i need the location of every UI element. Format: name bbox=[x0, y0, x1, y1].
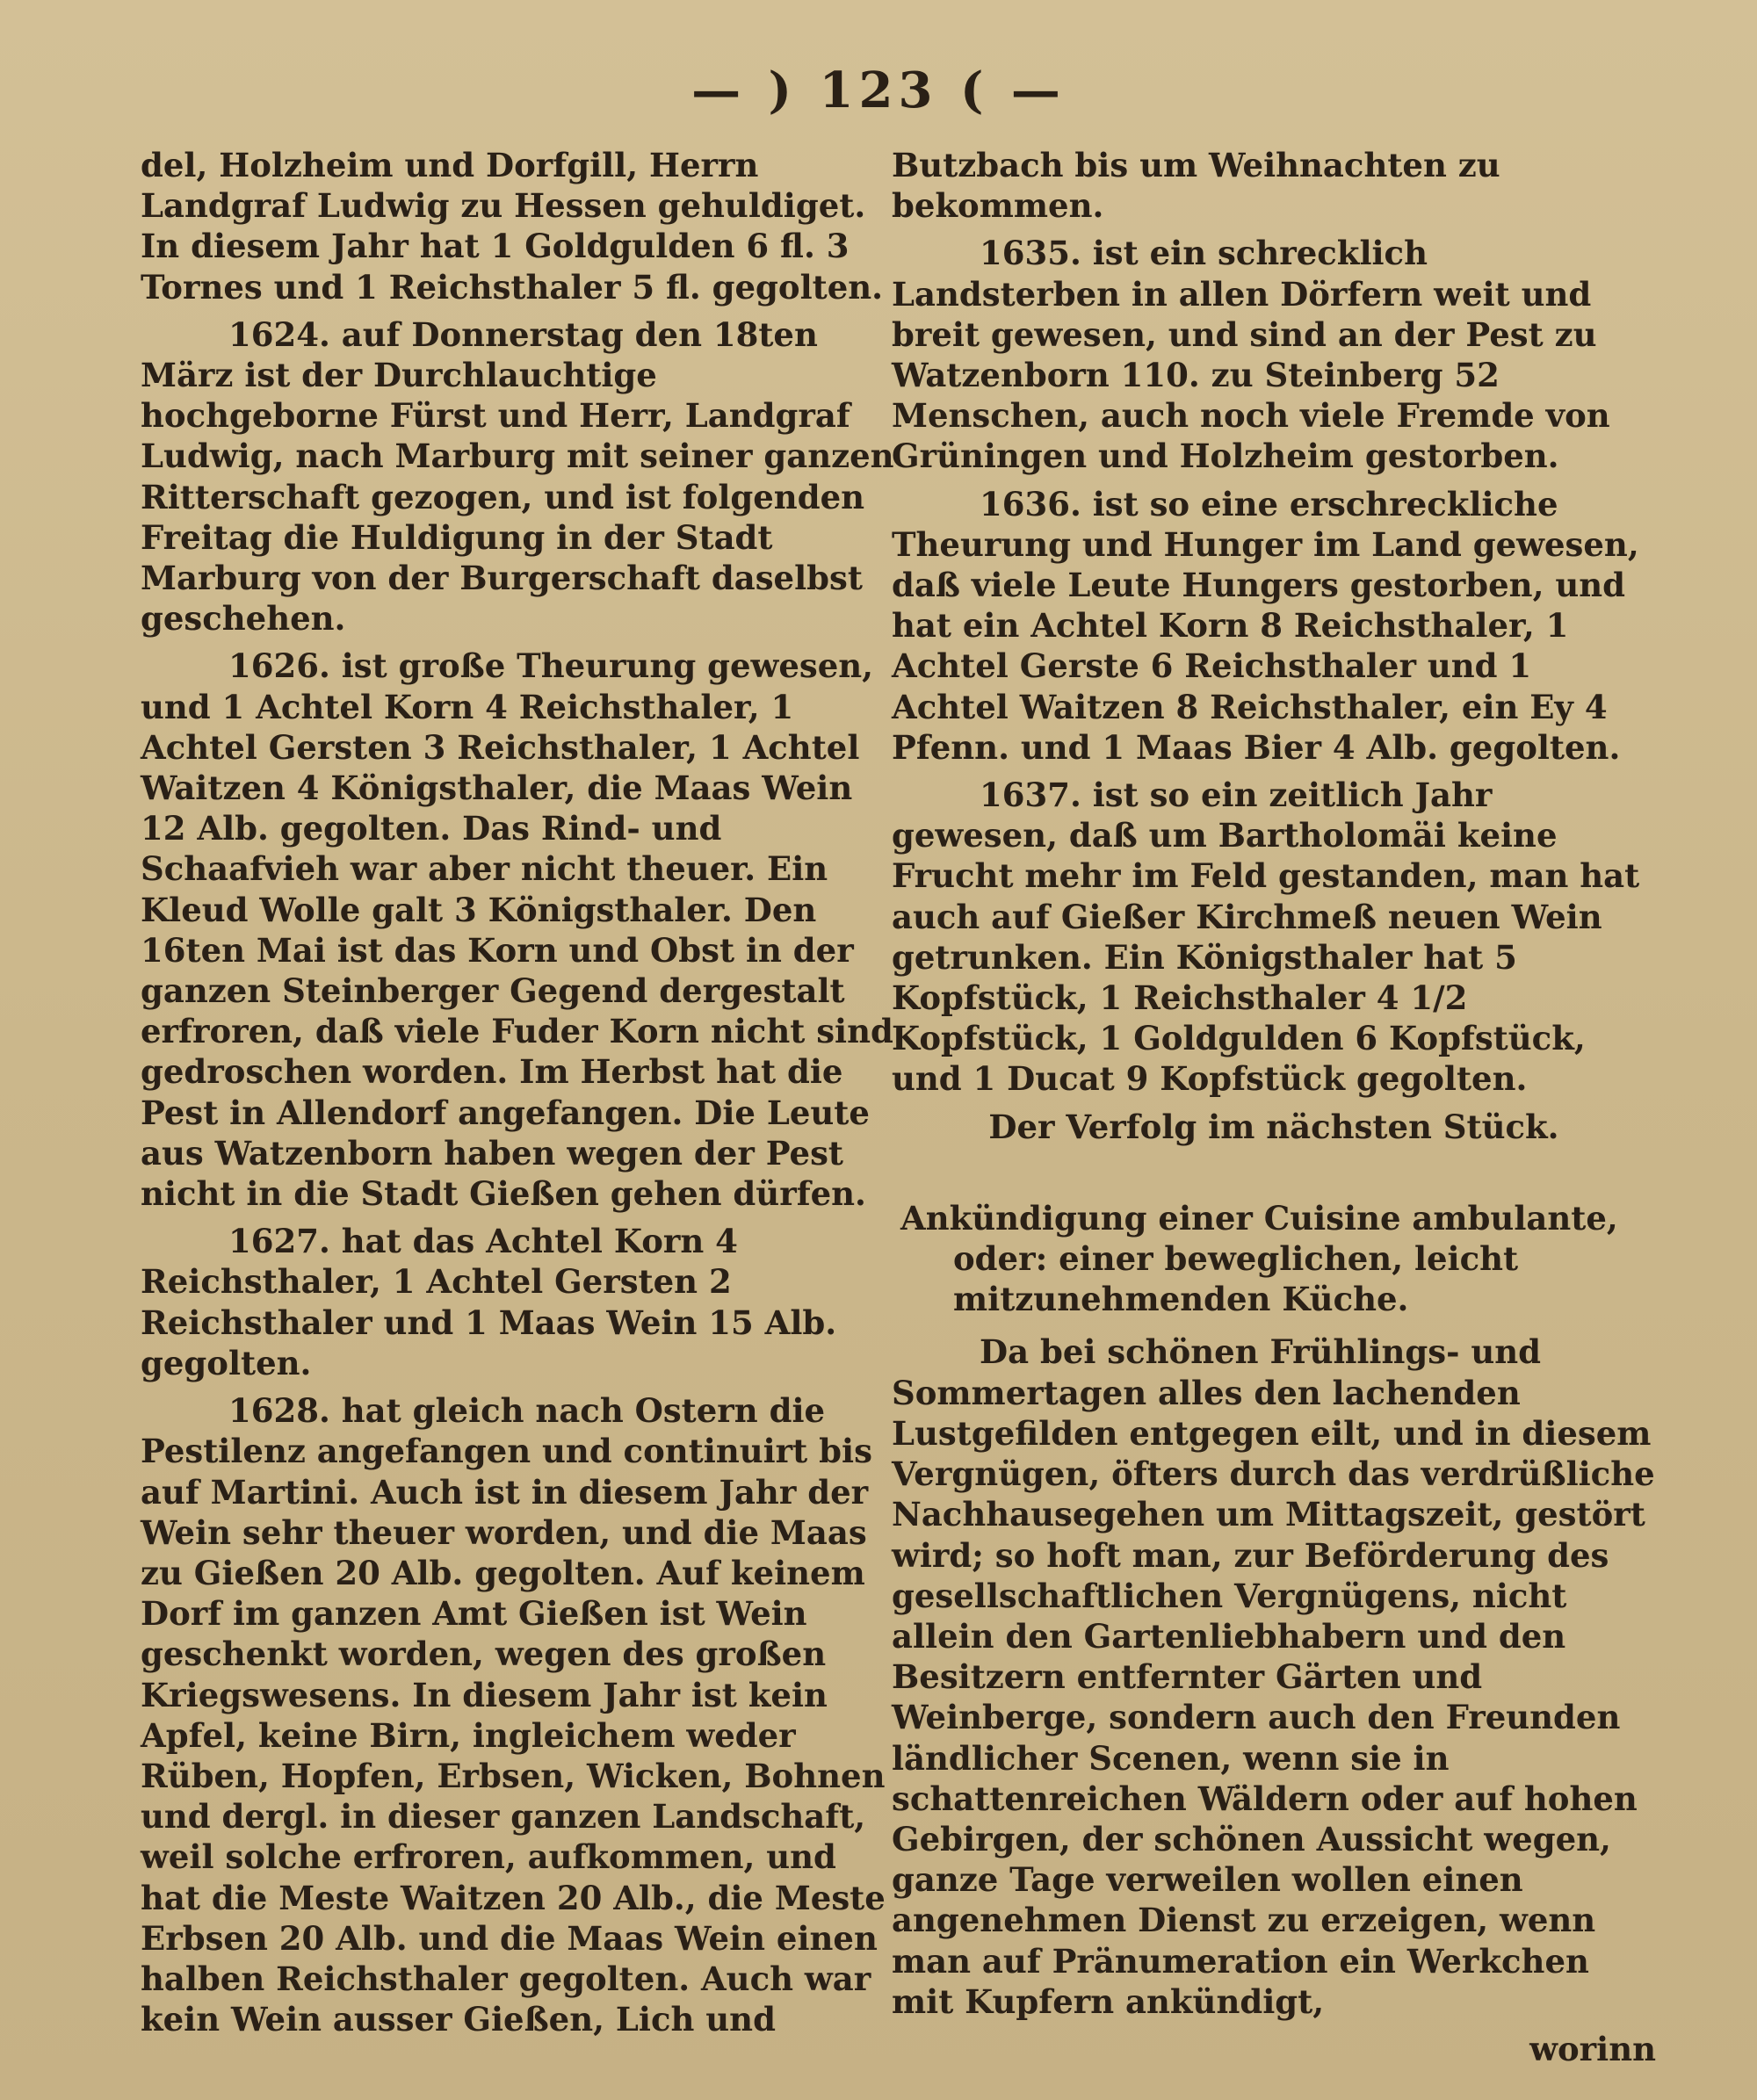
paragraph: 1626. ist große Theurung gewesen, und 1 Achtel Korn 4 Reichsthaler, 1 Achtel Gersten 3 Reichsthaler, 1 Achtel Waitzen 4 Königsthaler, die Maas Wein 12 Alb. gegolten. Das Rind- und Schaafvieh war aber nicht theuer. Ein Kleud Wolle galt 3 Königsthaler. Den 16ten Mai ist das Korn und Obst in der ganzen Steinberger Gegend dergestalt erfroren, daß viele Fuder Korn nicht sind gedroschen worden. Im Herbst hat die Pest in Allendorf angefangen. Die Leute aus Watzenborn haben wegen der Pest nicht in die Stadt Gießen gehen dürfen. bbox=[141, 646, 893, 1214]
announcement-text: Da bei schönen Frühlings- und Sommertagen alles den lachenden Lustgefilden entgegen eilt, und in diesem Vergnügen, öfters durch das verdrüßliche Nachhausegehen um Mittagszeit, gestört wird; so hoft man, zur Beförderung des gesellschaftlichen Vergnügens, nicht allein den Gartenliebhabern und den Besitzern entfernter Gärten und Weinberge, sondern auch den Freunden ländlicher Scenen, wenn sie in schattenreichen Wäldern oder auf hohen Gebirgen, der schönen Aussicht wegen, ganze Tage verweilen wollen einen angenehmen Dienst zu erzeigen, wenn man auf Pränumeration ein Werkchen mit Kupfern ankündigt, bbox=[892, 1332, 1655, 2021]
paragraph: 1624. auf Donnerstag den 18ten März ist der Durchlauchtige hochgeborne Fürst und Herr, Landgraf Ludwig, nach Marburg mit seiner ganzen Ritterschaft gezogen, und ist folgenden Freitag die Huldigung in der Stadt Marburg von der Burgerschaft daselbst geschehen. bbox=[141, 314, 894, 639]
paragraph: 1627. hat das Achtel Korn 4 Reichsthaler, 1 Achtel Gersten 2 Reichsthaler und 1 Maas Wein 15 Alb. gegolten. bbox=[141, 1222, 837, 1382]
paragraph: Butzbach bis um Weihnachten zu bekommen. bbox=[892, 146, 1500, 226]
left-column bbox=[141, 145, 905, 2046]
continued-note: Der Verfolg im nächsten Stück. bbox=[988, 1107, 1559, 1146]
paragraph: 1628. hat gleich nach Ostern die Pestilenz angefangen und continuirt bis auf Martini. Auch ist in diesem Jahr der Wein sehr theuer worden, und die Maas zu Gießen 20 Alb. gegolten. Auf keinem Dorf im ganzen Amt Gießen ist Wein geschenkt worden, wegen des großen Kriegswesens. In diesem Jahr ist kein Apfel, keine Birn, ingleichem weder Rüben, Hopfen, Erbsen, Wicken, Bohnen und dergl. in dieser ganzen Landschaft, weil solche erfroren, aufkommen, und hat die Meste Waitzen 20 Alb., die Meste Erbsen 20 Alb. und die Maas Wein einen halben Reichsthaler gegolten. Auch war kein Wein ausser Gießen, Lich und bbox=[141, 1391, 886, 2039]
paragraph: 1635. ist ein schrecklich Landsterben in allen Dörfern weit und breit gewesen, und sind an der Pest zu Watzenborn 110. zu Steinberg 52 Menschen, auch noch viele Fremde von Grüningen und Holzheim gestorben. bbox=[892, 234, 1610, 476]
page-number: — ) 123 ( — bbox=[691, 61, 1066, 119]
announcement-heading: Ankündigung einer Cuisine ambulante, oder: einer beweglichen, leicht mitzunehmenden Küche. bbox=[900, 1198, 1618, 1319]
paragraph: 1637. ist so ein zeitlich Jahr gewesen, daß um Bartholomäi keine Frucht mehr im Feld gestanden, man hat auch auf Gießer Kirchmeß neuen Wein getrunken. Ein Königsthaler hat 5 Kopfstück, 1 Reichsthaler 4 1/2 Kopfstück, 1 Goldgulden 6 Kopfstück, und 1 Ducat 9 Kopfstück gegolten. bbox=[892, 776, 1640, 1099]
right-column bbox=[892, 145, 1656, 2076]
catchword: worinn bbox=[1529, 2029, 1656, 2068]
paragraph: del, Holzheim und Dorfgill, Herrn Landgraf Ludwig zu Hessen gehuldiget. In diesem Jahr hat 1 Goldgulden 6 fl. 3 Tornes und 1 Reichsthaler 5 fl. gegolten. bbox=[141, 146, 884, 307]
paragraph: 1636. ist so eine erschreckliche Theurung und Hunger im Land gewesen, daß viele Leute Hungers gestorben, und hat ein Achtel Korn 8 Reichsthaler, 1 Achtel Gerste 6 Reichsthaler und 1 Achtel Waitzen 8 Reichsthaler, ein Ey 4 Pfenn. und 1 Maas Bier 4 Alb. gegolten. bbox=[892, 484, 1639, 767]
